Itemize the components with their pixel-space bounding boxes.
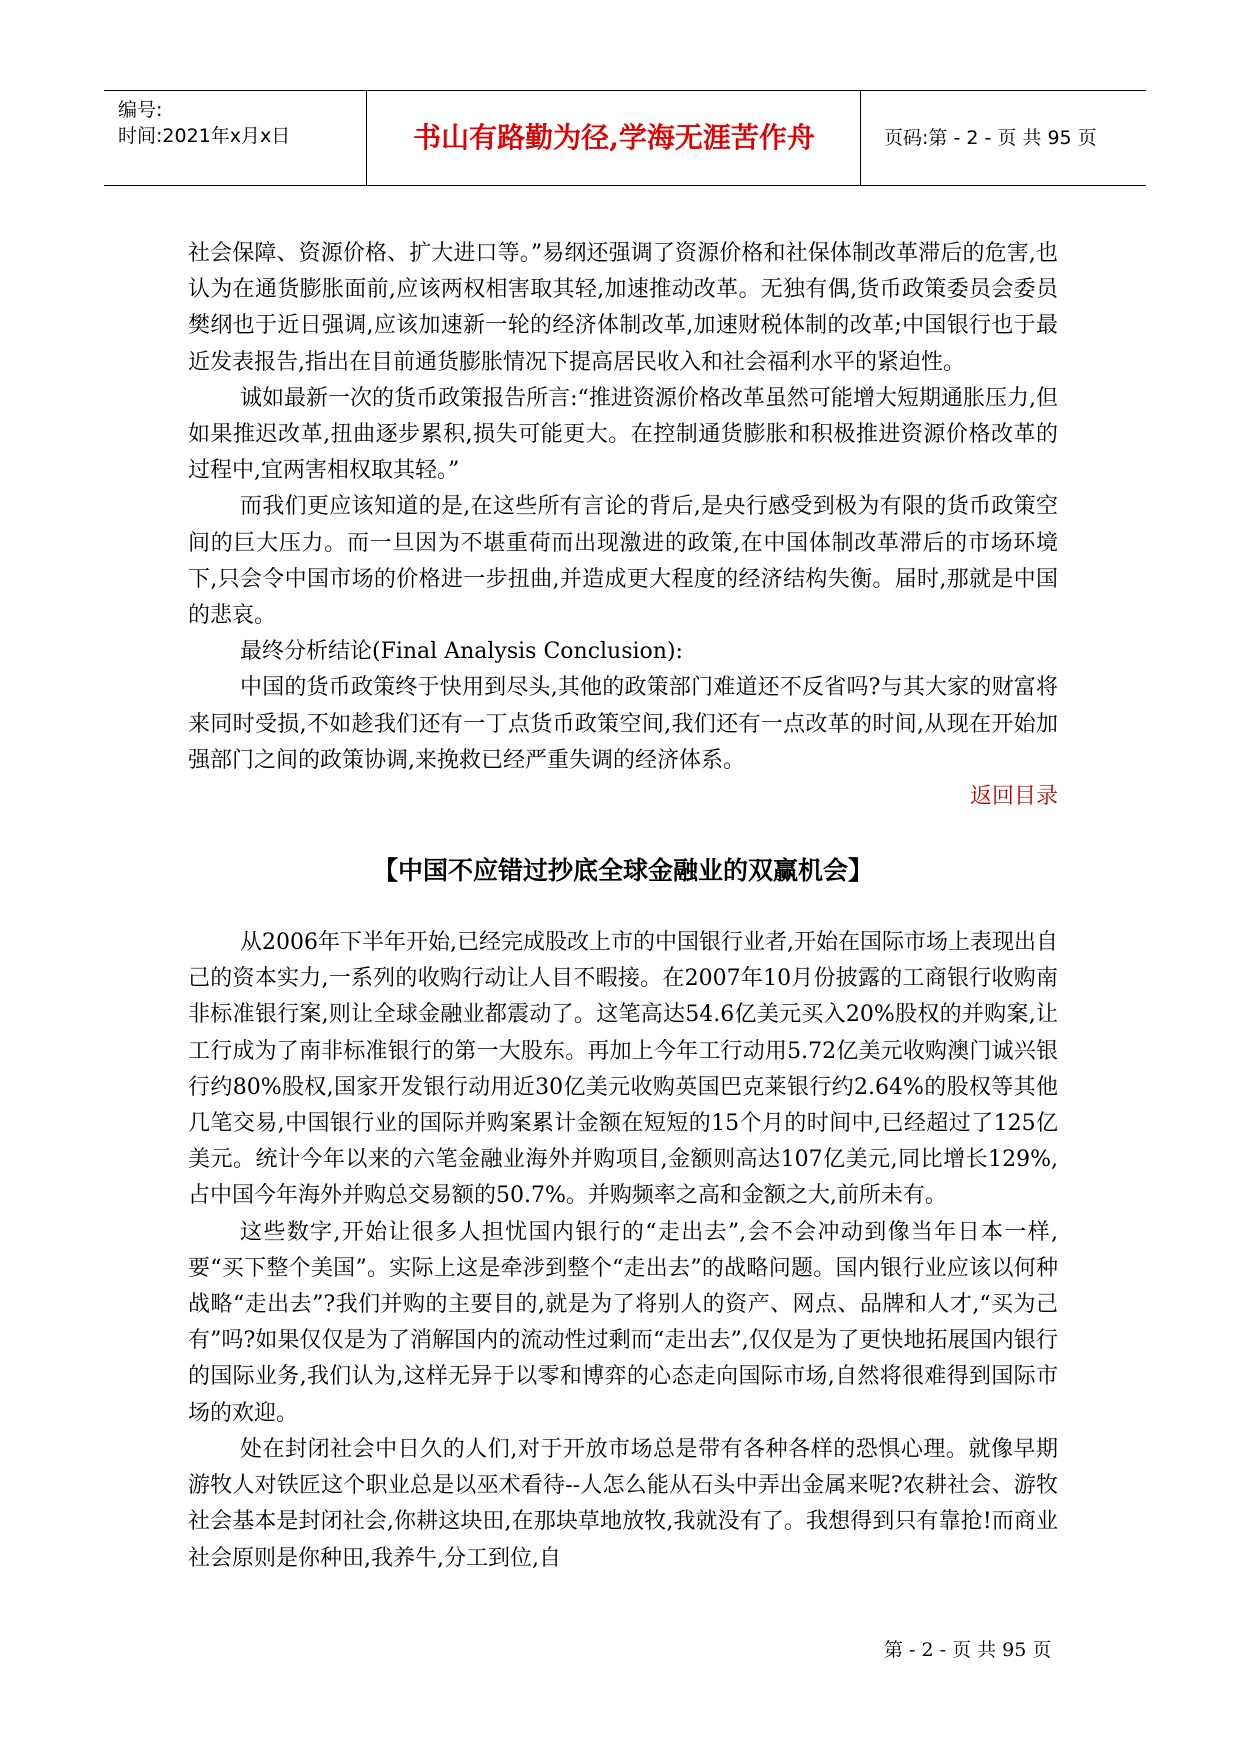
- page-header: [104, 90, 1146, 186]
- paragraph: 这些数字,开始让很多人担忧国内银行的“走出去”,会不会冲动到像当年日本一样,要“买下整个美国”。实际上这是牵涉到整个“走出去”的战略问题。国内银行业应该以何种战略“走出去”?我们并购的主要目的,就是为了将别人的资产、网点、品牌和人才,“买为己有”吗?如果仅仅是为了消解国内的流动性过剩而“走出去”,仅仅是为了更快地拓展国内银行的国际业务,我们认为,这样无异于以零和博弈的心态走向国际市场,自然将很难得到国际市场的欢迎。: [188, 1219, 1058, 1426]
- header-divider: [366, 91, 367, 185]
- header-divider: [860, 91, 861, 185]
- conclusion-heading: 最终分析结论(Final Analysis Conclusion):: [240, 639, 683, 665]
- section-title: 【中国不应错过抄底全球金融业的双赢机会】: [372, 856, 873, 886]
- header-page-info: 页码:第 - 2 - 页 共 95 页: [884, 127, 1097, 149]
- paragraph: 处在封闭社会中日久的人们,对于开放市场总是带有各种各样的恐惧心理。就像早期游牧人对铁匠这个职业总是以巫术看待--人怎么能从石头中弄出金属来呢?农耕社会、游牧社会基本是封闭社会,你耕这块田,在那块草地放牧,我就没有了。我想得到只有靠抢!而商业社会原则是你种田,我养牛,分工到位,自: [188, 1436, 1058, 1571]
- spacer: [188, 891, 1058, 925]
- header-meta: [118, 91, 368, 185]
- paragraph: 而我们更应该知道的是,在这些所有言论的背后,是央行感受到极为有限的货币政策空间的巨大压力。而一旦因为不堪重荷而出现激进的政策,在中国体制改革滞后的市场环境下,只会令中国市场的价格进一步扭曲,并造成更大程度的经济结构失衡。届时,那就是中国的悲哀。: [188, 494, 1058, 629]
- paragraph: 诚如最新一次的货币政策报告所言:“推进资源价格改革虽然可能增大短期通胀压力,但如果推迟改革,扭曲逐步累积,损失可能更大。在控制通货膨胀和积极推进资源价格改革的过程中,宜两害相权取其轻。”: [188, 385, 1058, 484]
- document-time-label: 时间:2021年x月x日: [118, 125, 291, 147]
- document-body: [188, 236, 1058, 1577]
- paragraph: 从2006年下半年开始,已经完成股改上市的中国银行业者,开始在国际市场上表现出自己的资本实力,一系列的收购行动让人目不暇接。在2007年10月份披露的工商银行收购南非标准银行案,则让全球金融业都震动了。这笔高达54.6亿美元买入20%股权的并购案,让工行成为了南非标准银行的第一大股东。再加上今年工行动用5.72亿美元收购澳门诚兴银行约80%股权,国家开发银行动用近30亿美元收购英国巴克莱银行约2.64%的股权等其他几笔交易,中国银行业的国际并购案累计金额在短短的15个月的时间中,已经超过了125亿美元。统计今年以来的六笔金融业海外并购项目,金额则高达107亿美元,同比增长129%,占中国今年海外并购总交易额的50.7%。并购频率之高和金额之大,前所未有。: [188, 930, 1058, 1209]
- header-motto: 书山有路勤为径,学海无涯苦作舟: [413, 121, 815, 154]
- page-footer: 第 - 2 - 页 共 95 页: [884, 1639, 1052, 1661]
- back-to-contents-link[interactable]: 返回目录: [969, 784, 1058, 810]
- paragraph: 社会保障、资源价格、扩大进口等。”易纲还强调了资源价格和社保体制改革滞后的危害,也认为在通货膨胀面前,应该两权相害取其轻,加速推动改革。无独有偶,货币政策委员会委员樊纲也于近日强调,应该加速新一轮的经济体制改革,加速财税体制的改革;中国银行也于最近发表报告,指出在目前通货膨胀情况下提高居民收入和社会福利水平的紧迫性。: [188, 241, 1058, 375]
- paragraph: 中国的货币政策终于快用到尽头,其他的政策部门难道还不反省吗?与其大家的财富将来同时受损,不如趁我们还有一丁点货币政策空间,我们还有一点改革的时间,从现在开始加强部门之间的政策协调,来挽救已经严重失调的经济体系。: [188, 675, 1058, 773]
- document-number-label: 编号:: [118, 99, 163, 121]
- spacer: [188, 815, 1058, 851]
